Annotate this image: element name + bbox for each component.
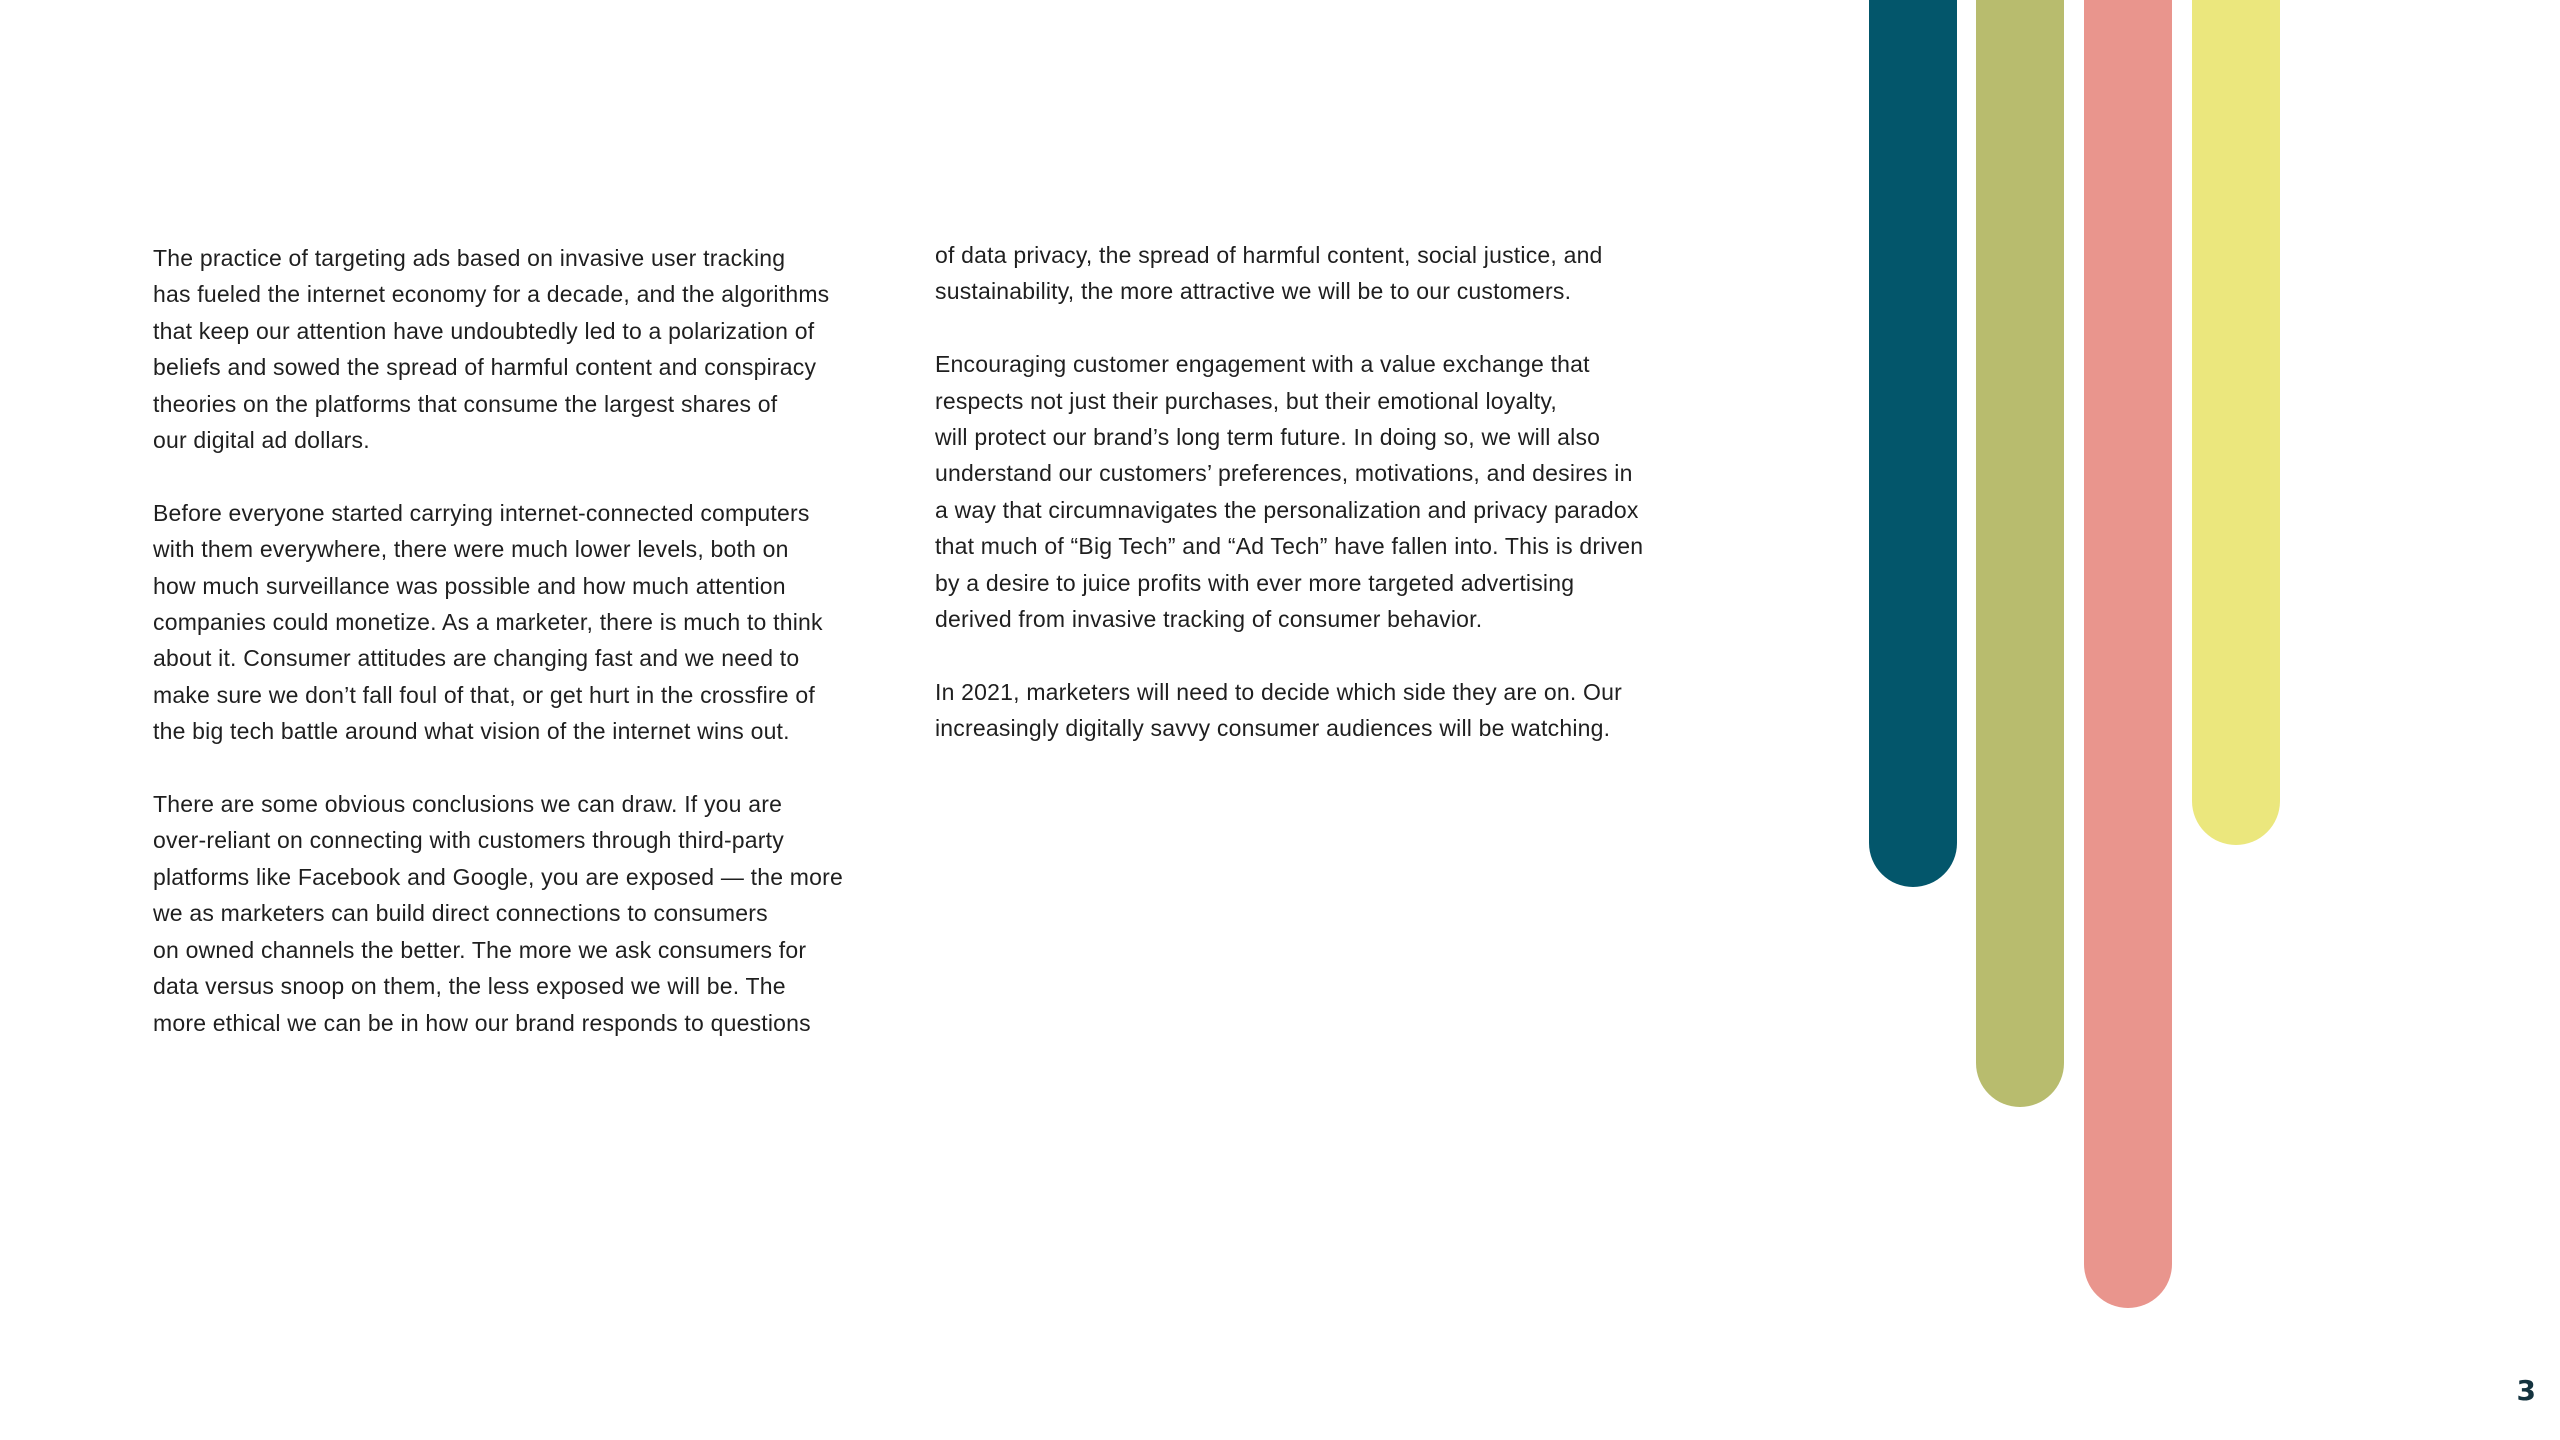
paragraph: Encouraging customer engagement with a value exchange that respects not just their purchases, but their emotional loyalty, will protect our brand’s long term future. In doing so, we will also understand our customers’ preferences, motivations, and desires in a way that circumnavigates the personalization and privacy paradox that much of “Big Tech” and “Ad Tech” have fallen into. This is driven by a desire to juice profits with ever more targeted advertising derived from invasive tracking of consumer behavior.: [935, 351, 1644, 633]
paragraph: of data privacy, the spread of harmful content, social justice, and sustainability, the more attractive we will be to our customers.: [935, 242, 1603, 305]
paragraph: There are some obvious conclusions we can draw. If you are over-reliant on connecting with customers through third-party platforms like Facebook and Google, you are exposed — the more we as marketers can build direct connections to consumers on owned channels the better. The more we ask consumers for data versus snoop on them, the less exposed we will be. The more ethical we can be in how our brand responds to questions: [153, 791, 843, 1036]
paragraph: The practice of targeting ads based on invasive user tracking has fueled the internet economy for a decade, and the algorithms that keep our attention have undoubtedly led to a polarization of beliefs and sowed the spread of harmful content and conspiracy theories on the platforms that consume the largest shares of our digital ad dollars.: [153, 245, 830, 454]
decorative-bar-yellow: [2192, 0, 2280, 845]
paragraph: In 2021, marketers will need to decide which side they are on. Our increasingly digitally savvy consumer audiences will be watching.: [935, 678, 1622, 742]
decorative-bar-olive: [1976, 0, 2064, 1107]
text-column-left: [153, 240, 893, 1077]
decorative-bar-salmon: [2084, 0, 2172, 1308]
paragraph: Before everyone started carrying internet-connected computers with them everywhere, there were much lower levels, both on how much surveillance was possible and how much attention companies could monetize. As a marketer, there is much to think about it. Consumer attitudes are changing fast and we need to make sure we don’t fall foul of that, or get hurt in the crossfire of the big tech battle around what vision of the internet wins out.: [153, 499, 823, 745]
text-column-right: [935, 237, 1675, 783]
decorative-bar-teal: [1869, 0, 1957, 887]
page-number: 3: [2516, 1374, 2536, 1407]
